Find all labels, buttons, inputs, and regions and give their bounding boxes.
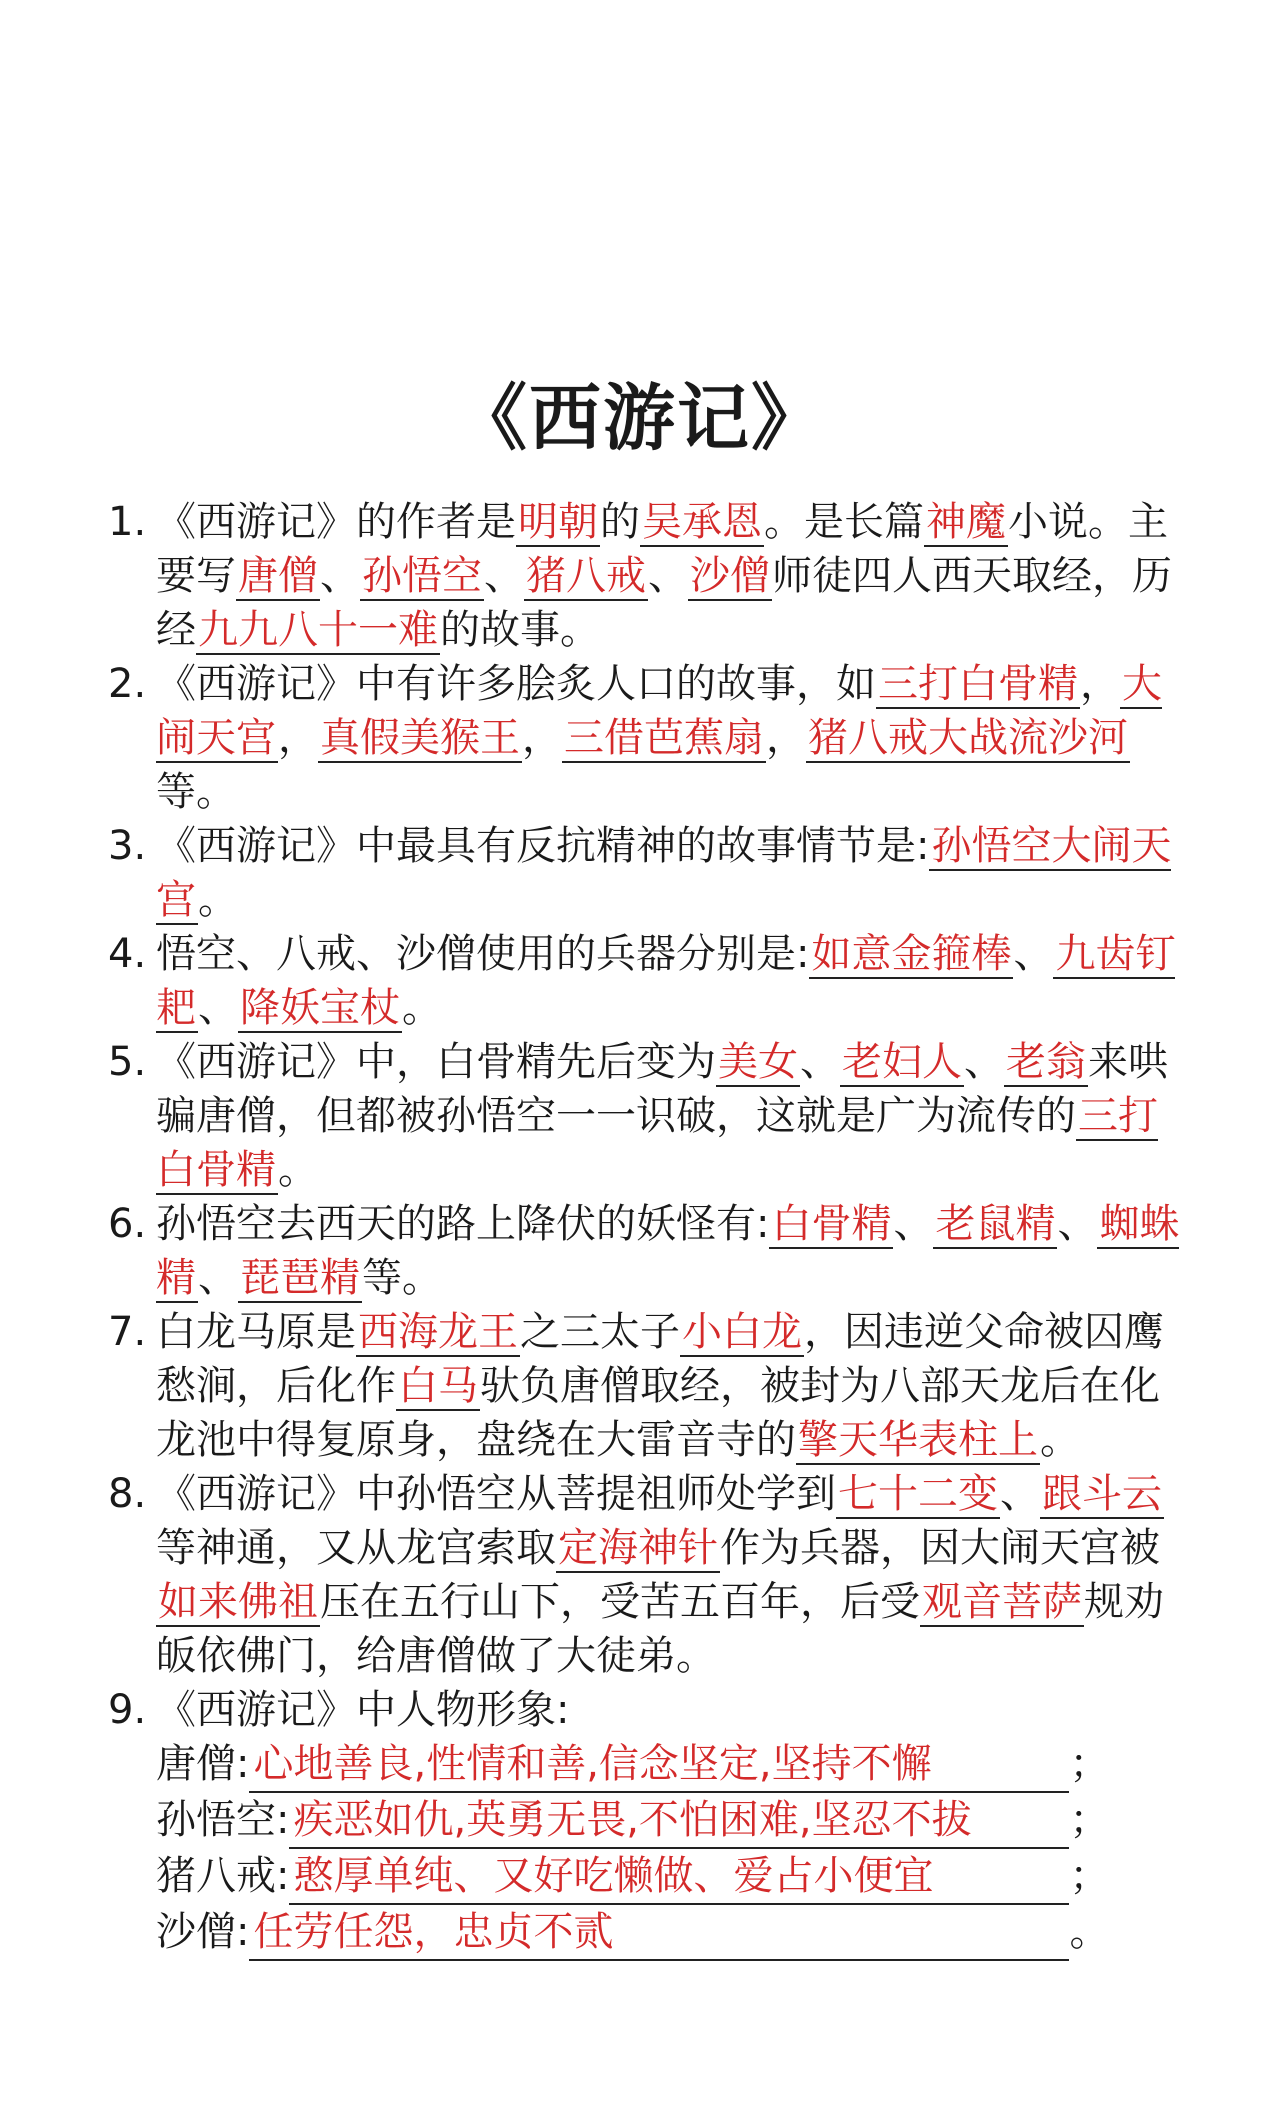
answer-blank: 孙悟空大闹天宫	[156, 823, 1172, 923]
answer-blank: 跟斗云	[1042, 1471, 1162, 1517]
list-item-1	[108, 495, 1188, 657]
trait-row-sunwukong	[156, 1793, 1188, 1849]
answer-blank: 心地善良,性情和善,信念坚定,坚持不懈	[249, 1737, 1069, 1793]
punctuation: ；	[1069, 1853, 1110, 1899]
question-text: 、	[964, 1039, 1004, 1085]
trait-row-zhubajie	[156, 1849, 1188, 1905]
answer-blank: 定海神针	[558, 1525, 718, 1571]
list-item-8	[108, 1467, 1188, 1683]
trait-row-shaseng	[156, 1905, 1188, 1961]
item-text	[156, 1197, 1188, 1305]
answer-blank: 西海龙王	[358, 1309, 518, 1355]
question-text: 。	[1040, 1417, 1080, 1463]
question-text: 、	[893, 1201, 934, 1247]
answer-blank: 七十二变	[838, 1471, 998, 1517]
answer-blank: 观音菩萨	[922, 1579, 1082, 1625]
question-text: 规劝皈依佛门，给唐僧做了大徒弟。	[156, 1579, 1164, 1679]
answer-blank: 唐僧	[238, 553, 318, 599]
question-text: 《西游记》中，白骨精先后变为	[156, 1039, 716, 1085]
question-text: 师徒四人西天取经，历经	[156, 553, 1172, 653]
answer-blank: 琵琶精	[240, 1255, 360, 1301]
trait-row-tangseng	[156, 1737, 1188, 1793]
question-text: 来哄骗唐僧，但都被孙悟空一一识破，这就是广为流传的	[156, 1039, 1168, 1139]
answer-blank: 沙僧	[690, 553, 770, 599]
question-text: 压在五行山下，受苦五百年，后受	[320, 1579, 920, 1625]
question-text: 。是长篇	[764, 499, 924, 545]
answer-blank: 小白龙	[682, 1309, 802, 1355]
question-text: 作为兵器，因大闹天宫被	[720, 1525, 1160, 1571]
answer-blank: 三打白骨精	[878, 661, 1078, 707]
item-text	[156, 657, 1188, 819]
question-text: 的故事。	[440, 607, 600, 653]
item-number: 6.	[108, 1201, 147, 1247]
question-text: 、	[1000, 1471, 1040, 1517]
question-text: 、	[648, 553, 688, 599]
question-text: 。	[198, 877, 238, 923]
question-text: 、	[198, 985, 238, 1031]
question-text: 等。	[156, 769, 236, 815]
answer-blank: 如来佛祖	[158, 1579, 318, 1625]
question-text: 孙悟空去西天的路上降伏的妖怪有:	[156, 1201, 770, 1247]
item-number: 7.	[108, 1309, 147, 1355]
item-number: 1.	[108, 499, 147, 545]
item-number: 8.	[108, 1471, 147, 1517]
item-number: 3.	[108, 823, 147, 869]
character-name: 沙僧:	[156, 1909, 250, 1955]
list-item-5	[108, 1035, 1188, 1197]
question-text: 、	[320, 553, 360, 599]
question-text: 《西游记》中有许多脍炙人口的故事，如	[156, 661, 876, 707]
answer-blank: 九齿钉耙	[156, 931, 1176, 1031]
answer-blank: 真假美猴王	[320, 715, 520, 761]
question-text: 、	[1057, 1201, 1098, 1247]
question-text: 的	[600, 499, 640, 545]
question-text: 、	[800, 1039, 840, 1085]
question-text: 小说。主要写	[156, 499, 1168, 599]
question-text: 《西游记》的作者是	[156, 499, 516, 545]
question-text: ，	[522, 715, 562, 761]
item-text	[156, 1035, 1188, 1197]
question-text: 驮负唐僧取经，被封为八部天龙后在化龙池中得复原身，盘绕在大雷音寺的	[156, 1363, 1160, 1463]
answer-blank: 三借芭蕉扇	[564, 715, 764, 761]
answer-blank: 神魔	[926, 499, 1006, 545]
question-text: 悟空、八戒、沙僧使用的兵器分别是:	[156, 931, 810, 977]
question-text: 。	[278, 1147, 318, 1193]
list-item-7	[108, 1305, 1188, 1467]
item-number: 9.	[108, 1687, 147, 1733]
answer-blank: 白骨精	[771, 1201, 892, 1247]
item-text	[156, 927, 1188, 1035]
answer-blank: 大闹天宫	[156, 661, 1162, 761]
list-item-2	[108, 657, 1188, 819]
answer-blank: 九九八十一难	[198, 607, 438, 653]
answer-blank: 老鼠精	[935, 1201, 1056, 1247]
answer-blank: 憨厚单纯、又好吃懒做、爱占小便宜	[289, 1849, 1069, 1905]
question-text: ，	[278, 715, 318, 761]
list-item-4	[108, 927, 1188, 1035]
item-number: 4.	[108, 931, 147, 977]
question-text: 、	[198, 1255, 238, 1301]
punctuation: ；	[1069, 1741, 1110, 1787]
question-text: 《西游记》中最具有反抗精神的故事情节是:	[156, 823, 930, 869]
question-text: ，	[1080, 661, 1120, 707]
answer-blank: 疾恶如仇,英勇无畏,不怕困难,坚忍不拔	[289, 1793, 1069, 1849]
item-text	[156, 495, 1188, 657]
item-text	[156, 1305, 1188, 1467]
question-text: ，因违逆父命被囚鹰愁涧，后化作	[156, 1309, 1164, 1409]
item-text	[156, 819, 1188, 927]
question-text: 。	[402, 985, 442, 1031]
item-text	[156, 1467, 1188, 1683]
question-text: 、	[484, 553, 524, 599]
character-name: 唐僧:	[156, 1741, 250, 1787]
answer-blank: 如意金箍棒	[811, 931, 1012, 977]
question-list	[108, 495, 1188, 1961]
list-item-3	[108, 819, 1188, 927]
question-text: ，	[766, 715, 806, 761]
answer-blank: 老翁	[1006, 1039, 1086, 1085]
answer-blank: 孙悟空	[362, 553, 482, 599]
answer-blank: 明朝	[518, 499, 598, 545]
punctuation: 。	[1069, 1909, 1110, 1955]
answer-blank: 老妇人	[842, 1039, 962, 1085]
answer-blank: 白马	[398, 1363, 478, 1409]
answer-blank: 擎天华表柱上	[798, 1417, 1038, 1463]
answer-blank: 猪八戒大战流沙河	[808, 715, 1128, 761]
character-name: 猪八戒:	[156, 1853, 290, 1899]
question-text: 等。	[362, 1255, 442, 1301]
list-item-9	[108, 1683, 1188, 1737]
character-name: 孙悟空:	[156, 1797, 290, 1843]
answer-blank: 任劳任怨，忠贞不贰	[249, 1905, 1069, 1961]
answer-blank: 美女	[718, 1039, 798, 1085]
answer-blank: 猪八戒	[526, 553, 646, 599]
question-text: 《西游记》中孙悟空从菩提祖师处学到	[156, 1471, 836, 1517]
answer-blank: 蜘蛛精	[156, 1201, 1180, 1301]
item-text: 《西游记》中人物形象:	[156, 1687, 570, 1733]
question-text: 等神通，又从龙宫索取	[156, 1525, 556, 1571]
answer-blank: 三打白骨精	[156, 1093, 1158, 1193]
question-text: 、	[1013, 931, 1054, 977]
document-title: 《西游记》	[454, 376, 825, 460]
character-traits	[108, 1737, 1188, 1961]
question-text: 白龙马原是	[156, 1309, 356, 1355]
item-number: 5.	[108, 1039, 147, 1085]
answer-blank: 降妖宝杖	[240, 985, 400, 1031]
item-number: 2.	[108, 661, 147, 707]
question-text: 之三太子	[520, 1309, 680, 1355]
punctuation: ；	[1069, 1797, 1110, 1843]
list-item-6	[108, 1197, 1188, 1305]
answer-blank: 吴承恩	[642, 499, 762, 545]
